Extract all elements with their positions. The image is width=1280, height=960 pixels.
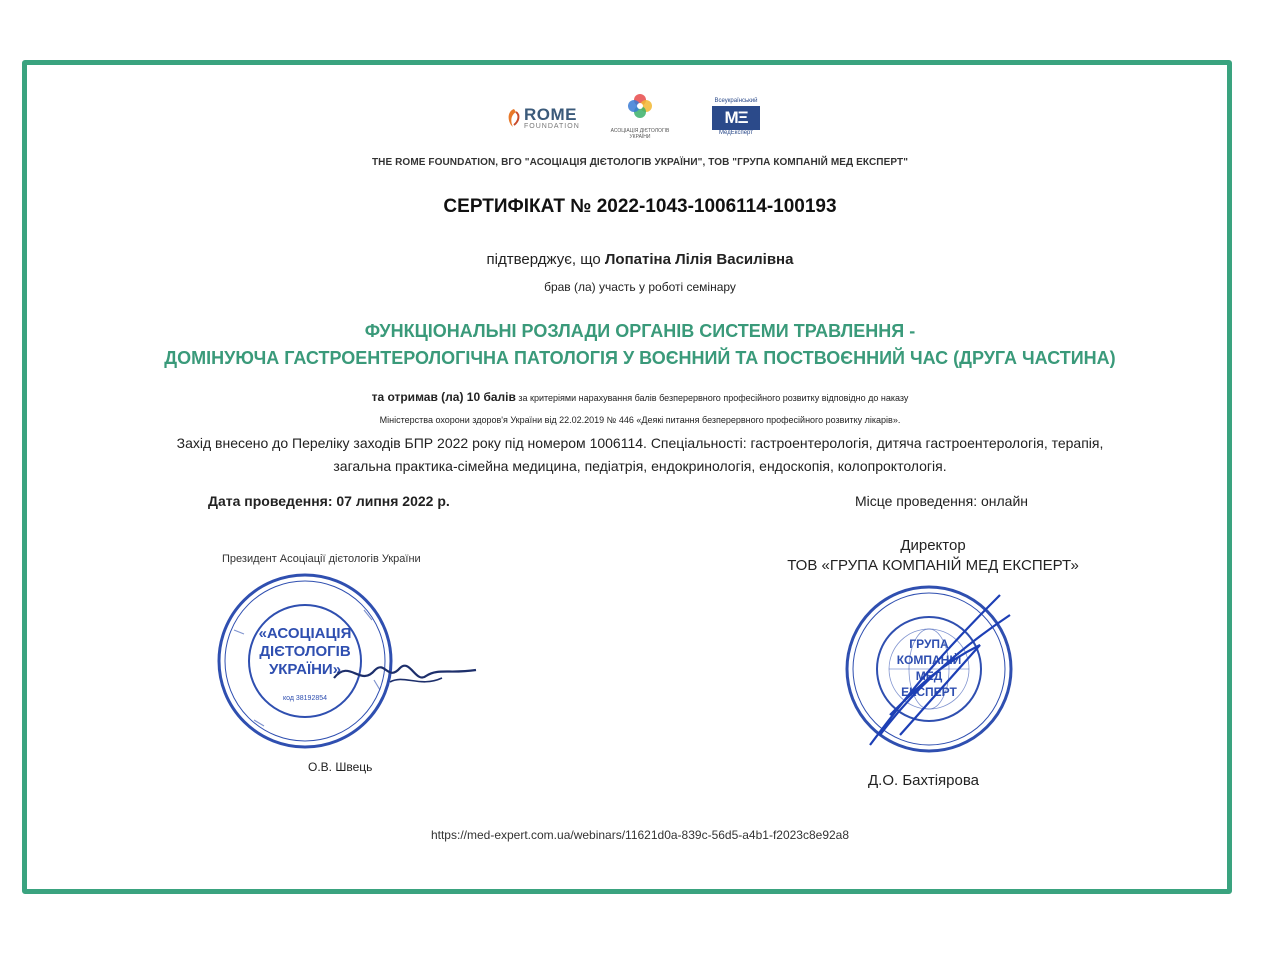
rome-subtext: FOUNDATION xyxy=(524,123,580,130)
director-title: Директор xyxy=(900,537,966,554)
president-title: Президент Асоціації дієтологів України xyxy=(222,553,421,565)
president-name: О.В. Швець xyxy=(308,760,373,774)
ministry-order-line: Міністерства охорони здоров'я України від 22.02.2019 № 446 «Деякі питання безперервного професійного розвитку лікарів». xyxy=(379,415,901,425)
stamp-right-line-2: КОМПАНІЙ xyxy=(896,653,962,667)
stamp-right-line-3: МЕД xyxy=(915,669,943,683)
dietitians-association-logo xyxy=(600,92,680,140)
director-block xyxy=(773,536,1093,576)
verification-url: https://med-expert.com.ua/webinars/11621d0a-839c-56d5-a4b1-f2023c8e92a8 xyxy=(430,828,850,842)
confirm-prefix: підтверджує, що xyxy=(486,251,605,268)
confirmation-line xyxy=(0,251,1280,268)
event-place: Місце проведення: онлайн xyxy=(855,493,1029,509)
assoc-caption: АСОЦІАЦІЯ ДІЄТОЛОГІВ УКРАЇНИ xyxy=(610,128,670,140)
director-signature xyxy=(860,585,1020,755)
seminar-title xyxy=(0,318,1280,372)
event-date: Дата проведення: 07 липня 2022 р. xyxy=(208,493,450,509)
stamp-right-line-4: ЕКСПЕРТ xyxy=(901,685,957,699)
director-organization: ТОВ «ГРУПА КОМПАНІЙ МЕД ЕКСПЕРТ» xyxy=(787,557,1079,574)
recipient-name: Лопатіна Лілія Василівна xyxy=(604,251,794,268)
cpd-listing-line-2: загальна практика-сімейна медицина, педіатрія, ендокринологія, ендоскопія, колопроктологія. xyxy=(333,458,947,474)
cpd-listing xyxy=(0,432,1280,478)
mex-top-text: Всеукраїнський xyxy=(714,98,758,104)
cpd-listing-line-1: Захід внесено до Переліку заходів БПР 2022 року під номером 1006114. Спеціальності: гастроентерологія, дитяча гастроентерологія, терапія, xyxy=(176,435,1104,451)
mex-bottom-text: МедЕксперт xyxy=(718,130,753,136)
president-signature xyxy=(330,648,480,698)
participation-line: брав (ла) участь у роботі семінару xyxy=(544,280,736,294)
rome-mark-icon xyxy=(504,107,524,129)
med-expert-logo xyxy=(710,98,762,136)
stamp-right-line-1: ГРУПА xyxy=(909,637,949,651)
assoc-flower-icon xyxy=(626,92,654,120)
organizations-line: THE ROME FOUNDATION, ВГО "АСОЦІАЦІЯ ДІЄТОЛОГІВ УКРАЇНИ", ТОВ "ГРУПА КОМПАНІЙ МЕД ЕКСПЕРТ" xyxy=(371,157,909,168)
seminar-title-line-2: ДОМІНУЮЧА ГАСТРОЕНТЕРОЛОГІЧНА ПАТОЛОГІЯ У ВОЄННИЙ ТА ПОСТВОЄННИЙ ЧАС (ДРУГА ЧАСТИНА) xyxy=(164,348,1116,368)
logo-row xyxy=(0,92,1280,142)
rome-foundation-logo xyxy=(504,106,580,130)
seminar-title-line-1: ФУНКЦІОНАЛЬНІ РОЗЛАДИ ОРГАНІВ СИСТЕМИ ТРАВЛЕННЯ - xyxy=(364,321,916,341)
stamp-left-line-3: УКРАЇНИ» xyxy=(268,661,342,678)
points-line xyxy=(0,390,1280,404)
stamp-left-line-1: «АСОЦІАЦІЯ xyxy=(258,625,352,642)
points-bold: та отримав (ла) 10 балів xyxy=(371,390,516,404)
certificate-title: СЕРТИФІКАТ № 2022-1043-1006114-100193 xyxy=(443,196,837,217)
director-name: Д.О. Бахтіярова xyxy=(868,772,979,789)
rome-text: ROME xyxy=(524,105,577,124)
points-rest: за критеріями нарахування балів безперервного професійного розвитку відповідно до наказу xyxy=(515,393,909,403)
mex-mark: MΞ xyxy=(712,106,760,130)
stamp-left-code: код 38192854 xyxy=(282,695,328,702)
stamp-left-line-2: ДІЄТОЛОГІВ xyxy=(259,643,351,660)
